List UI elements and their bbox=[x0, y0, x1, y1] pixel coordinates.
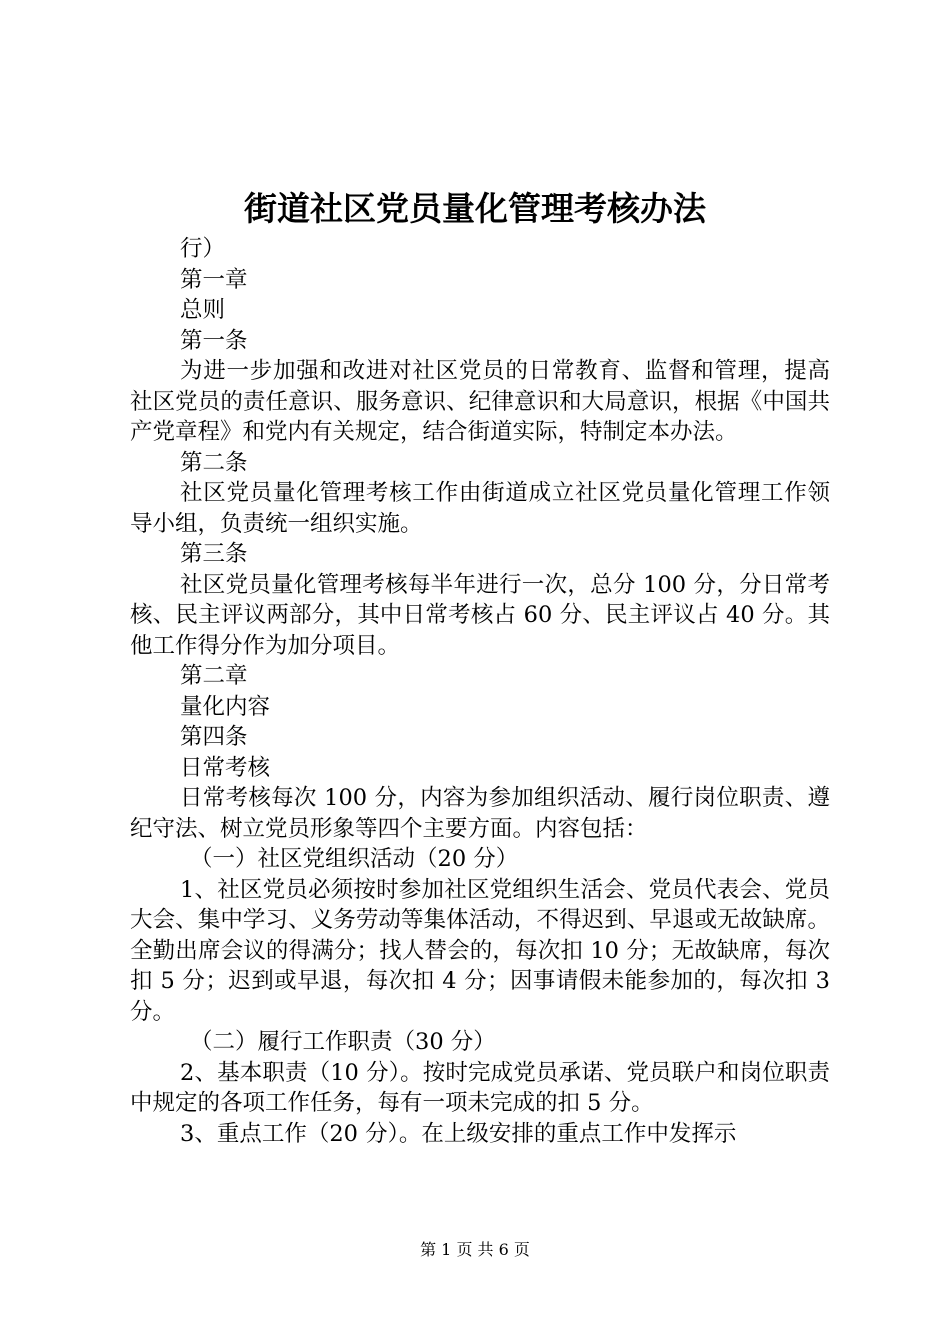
paragraph: 为进一步加强和改进对社区党员的日常教育、监督和管理，提高社区党员的责任意识、服务意识、纪律意识和大局意识，根据《中国共产党章程》和党内有关规定，结合街道实际，特制定本办法。 bbox=[130, 358, 830, 445]
article-heading: 第一条 bbox=[180, 327, 248, 354]
chapter-title: 总则 bbox=[180, 297, 226, 323]
paragraph: 社区党员量化管理考核每半年进行一次，总分 100 分，分日常考核、民主评议两部分，其中日常考核占 60 分、民主评议占 40 分。其他工作得分作为加分项目。 bbox=[130, 571, 830, 659]
article-heading: 第三条 bbox=[180, 541, 248, 567]
section-title: 日常考核 bbox=[180, 754, 271, 781]
chapter-heading: 第二章 bbox=[180, 663, 248, 689]
chapter-title: 量化内容 bbox=[180, 693, 271, 720]
article-heading: 第四条 bbox=[180, 724, 248, 750]
article-heading: 第二条 bbox=[180, 449, 248, 476]
document-body bbox=[130, 234, 830, 1149]
page-footer: 第 1 页 共 6 页 bbox=[420, 1240, 530, 1259]
subsection-heading: （一）社区党组织活动（20 分） bbox=[190, 846, 519, 872]
paragraph: 3、重点工作（20 分）。在上级安排的重点工作中发挥示 bbox=[180, 1120, 737, 1147]
paragraph: 日常考核每次 100 分，内容为参加组织活动、履行岗位职责、遵纪守法、树立党员形象等四个主要方面。内容包括： bbox=[130, 785, 830, 842]
paragraph: 2、基本职责（10 分）。按时完成党员承诺、党员联户和岗位职责中规定的各项工作任务，每有一项未完成的扣 5 分。 bbox=[130, 1059, 830, 1116]
paragraph: 社区党员量化管理考核工作由街道成立社区党员量化管理工作领导小组，负责统一组织实施。 bbox=[130, 480, 830, 537]
paragraph: 1、社区党员必须按时参加社区党组织生活会、党员代表会、党员大会、集中学习、义务劳动等集体活动，不得迟到、早退或无故缺席。全勤出席会议的得满分；找人替会的，每次扣 10 分；无故缺席，每次扣 5 分；迟到或早退，每次扣 4 分；因事请假未能参加的，每次扣 3 分。 bbox=[130, 876, 830, 1025]
chapter-heading: 第一章 bbox=[180, 266, 248, 293]
subsection-heading: （二）履行工作职责（30 分） bbox=[190, 1029, 496, 1055]
document-title: 街道社区党员量化管理考核办法 bbox=[244, 189, 706, 228]
paragraph: 行） bbox=[180, 236, 226, 262]
